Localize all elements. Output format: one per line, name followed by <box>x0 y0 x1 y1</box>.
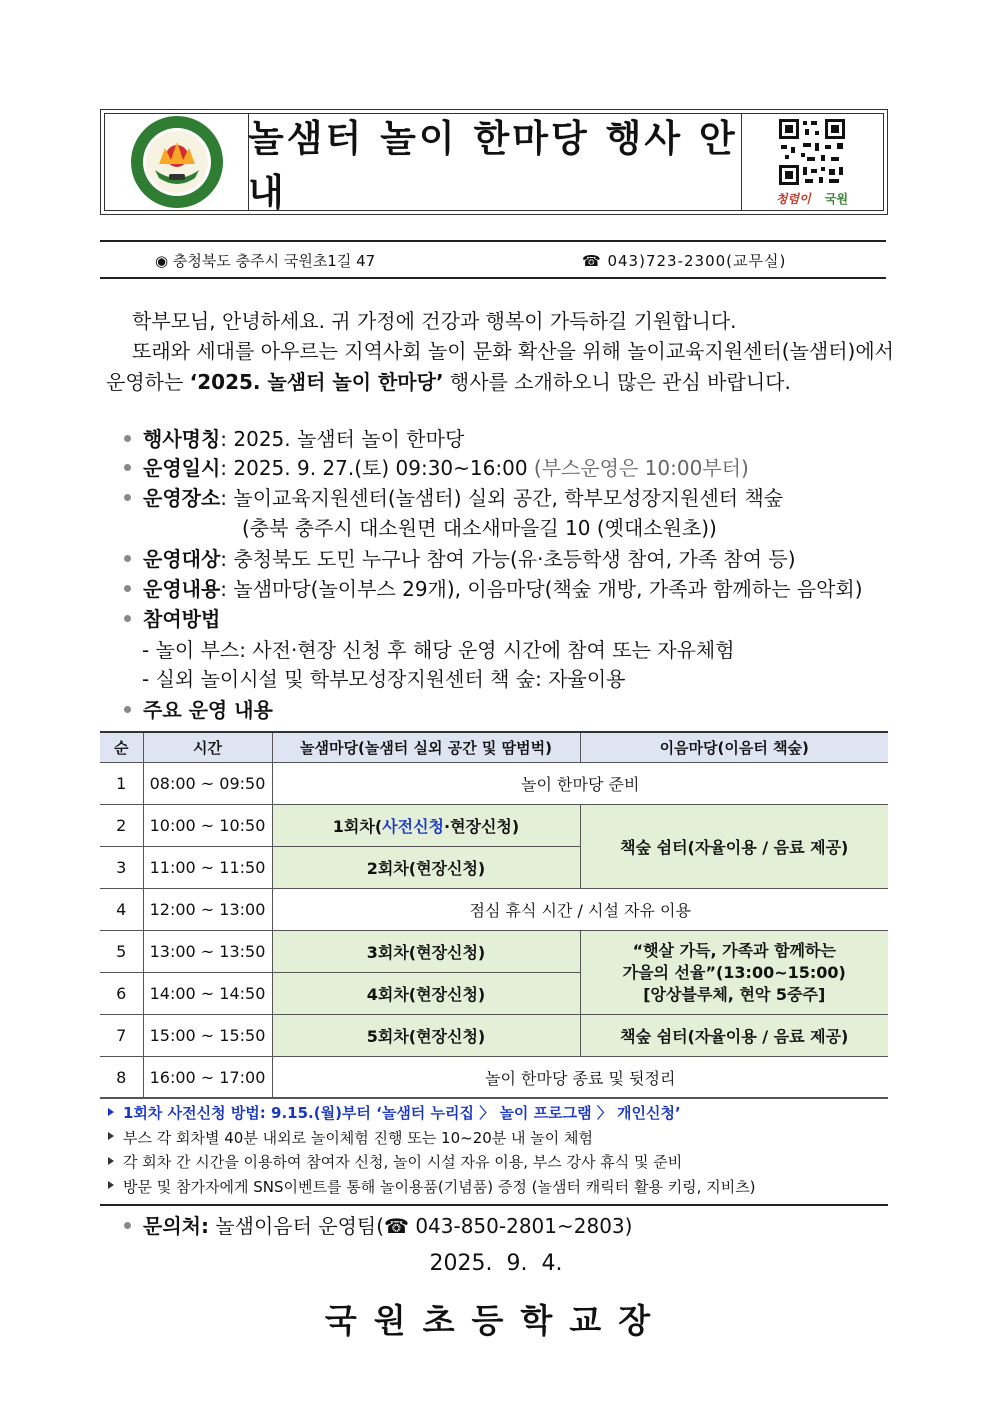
detail-content: 운영내용: 놀샘마당(놀이부스 29개), 이음마당(책숲 개방, 가족과 함께하는 음악회) <box>124 574 863 604</box>
note-item: 방문 및 참가자에게 SNS이벤트를 통해 놀이용품(기념품) 증정 (놀샘터 캐릭터 활용 키링, 지비츠) <box>100 1175 888 1200</box>
cell-time: 15:00 ~ 15:50 <box>143 1015 272 1057</box>
cell-no: 8 <box>100 1057 143 1099</box>
bullet-icon <box>124 435 131 442</box>
notes-box <box>100 1097 888 1206</box>
note-item: 1회차 사전신청 방법: 9.15.(월)부터 ‘놀샘터 누리집 〉 놀이 프로그램 〉 개인신청’ <box>100 1101 888 1126</box>
cell-no: 7 <box>100 1015 143 1057</box>
intro-line-2: 또래와 세대를 아우르는 지역사회 놀이 문화 확산을 위해 놀이교육지원센터(놀샘터)에서 <box>132 339 894 363</box>
qr-block <box>741 114 883 210</box>
cell-time: 11:00 ~ 11:50 <box>143 847 272 889</box>
qr-code-icon[interactable] <box>777 117 847 187</box>
cell-time: 16:00 ~ 17:00 <box>143 1057 272 1099</box>
cell-ieum-concert: “햇살 가득, 가족과 함께하는 가을의 선율”(13:00~15:00) [앙상블루체, 현악 5중주] <box>580 931 888 1015</box>
table-row <box>100 1057 888 1099</box>
note-item: 부스 각 회차별 40분 내외로 놀이체험 진행 또는 10~20분 내 놀이 체험 <box>100 1126 888 1151</box>
cell-no: 6 <box>100 973 143 1015</box>
table-header-row <box>100 732 888 763</box>
cell-no: 4 <box>100 889 143 931</box>
th-time: 시간 <box>143 732 272 763</box>
detail-place: 운영장소: 놀이교육지원센터(놀샘터) 실외 공간, 학부모성장지원센터 책숲 <box>124 483 783 513</box>
cell-no: 5 <box>100 931 143 973</box>
cell-time: 08:00 ~ 09:50 <box>143 763 272 805</box>
page-title: 놀샘터 놀이 한마당 행사 안내 <box>248 114 742 210</box>
address-location: ◉ 충청북도 충주시 국원초1길 47 <box>155 252 376 270</box>
triangle-icon <box>108 1108 114 1116</box>
detail-method-1: - 놀이 부스: 사전·현장 신청 후 해당 운영 시간에 참여 또는 자유체험 <box>142 638 735 662</box>
cell-merged: 점심 휴식 시간 / 시설 자유 이용 <box>272 889 888 931</box>
school-emblem-icon <box>129 114 225 210</box>
contact: 문의처: 놀샘이음터 운영팀(☎ 043-850-2801~2803) <box>124 1211 632 1241</box>
bullet-icon <box>124 585 131 592</box>
detail-place-address: (충북 충주시 대소원면 대소새마을길 10 (옛대소원초)) <box>242 516 717 540</box>
detail-main: 주요 운영 내용 <box>124 695 273 725</box>
signature: 국원초등학교장 <box>324 1301 668 1340</box>
cell-no: 1 <box>100 763 143 805</box>
cell-nolsaem: 3회차(현장신청) <box>272 931 580 973</box>
th-no: 순 <box>100 732 143 763</box>
triangle-icon <box>108 1157 114 1165</box>
bullet-icon <box>124 615 131 622</box>
table-row <box>100 763 888 805</box>
cell-nolsaem: 2회차(현장신청) <box>272 847 580 889</box>
th-nolsaem: 놀샘마당(놀샘터 실외 공간 및 땀범벅) <box>272 732 580 763</box>
detail-name: 행사명칭: 2025. 놀샘터 놀이 한마당 <box>124 424 464 454</box>
bullet-icon <box>124 1222 131 1229</box>
school-logo <box>105 114 249 210</box>
header-box <box>100 109 888 215</box>
cell-time: 13:00 ~ 13:50 <box>143 931 272 973</box>
cell-nolsaem: 1회차(사전신청·현장신청) <box>272 805 580 847</box>
cell-time: 10:00 ~ 10:50 <box>143 805 272 847</box>
cell-merged: 놀이 한마당 종료 및 뒷정리 <box>272 1057 888 1099</box>
qr-caption-right: 국원 <box>824 192 849 206</box>
detail-date: 운영일시: 2025. 9. 27.(토) 09:30~16:00 (부스운영은 10:00부터) <box>124 453 749 483</box>
triangle-icon <box>108 1181 114 1189</box>
table-row <box>100 1015 888 1057</box>
address-phone: ☎ 043)723-2300(교무실) <box>582 252 787 270</box>
table-row <box>100 805 888 847</box>
address-bar <box>100 240 886 279</box>
issue-date: 2025. 9. 4. <box>429 1251 563 1276</box>
cell-nolsaem: 5회차(현장신청) <box>272 1015 580 1057</box>
cell-nolsaem: 4회차(현장신청) <box>272 973 580 1015</box>
intro-line-3: 운영하는 ‘2025. 놀샘터 놀이 한마당’ 행사를 소개하오니 많은 관심 바랍니다. <box>106 370 791 394</box>
cell-ieum: 책숲 쉼터(자율이용 / 음료 제공) <box>580 1015 888 1057</box>
cell-merged: 놀이 한마당 준비 <box>272 763 888 805</box>
bullet-icon <box>124 555 131 562</box>
detail-method: 참여방법 <box>124 604 220 634</box>
detail-target: 운영대상: 충청북도 도민 누구나 참여 가능(유·초등학생 참여, 가족 참여 등) <box>124 544 796 574</box>
bullet-icon <box>124 494 131 501</box>
detail-method-2: - 실외 놀이시설 및 학부모성장지원센터 책 숲: 자율이용 <box>142 667 626 691</box>
bullet-icon <box>124 706 131 713</box>
table-row <box>100 889 888 931</box>
cell-time: 14:00 ~ 14:50 <box>143 973 272 1015</box>
triangle-icon <box>108 1132 114 1140</box>
cell-ieum: 책숲 쉼터(자율이용 / 음료 제공) <box>580 805 888 889</box>
intro-line-1: 학부모님, 안녕하세요. 귀 가정에 건강과 행복이 가득하길 기원합니다. <box>132 309 737 333</box>
location-icon: ◉ <box>155 252 169 270</box>
qr-caption-left: 청렴이 <box>775 192 811 206</box>
phone-icon: ☎ <box>582 252 602 270</box>
note-item: 각 회차 간 시간을 이용하여 참여자 신청, 놀이 시설 자유 이용, 부스 강사 휴식 및 준비 <box>100 1150 888 1175</box>
bullet-icon <box>124 464 131 471</box>
schedule-table <box>100 731 888 1099</box>
cell-no: 3 <box>100 847 143 889</box>
cell-time: 12:00 ~ 13:00 <box>143 889 272 931</box>
cell-no: 2 <box>100 805 143 847</box>
th-ieum: 이음마당(이음터 책숲) <box>580 732 888 763</box>
table-row <box>100 931 888 973</box>
